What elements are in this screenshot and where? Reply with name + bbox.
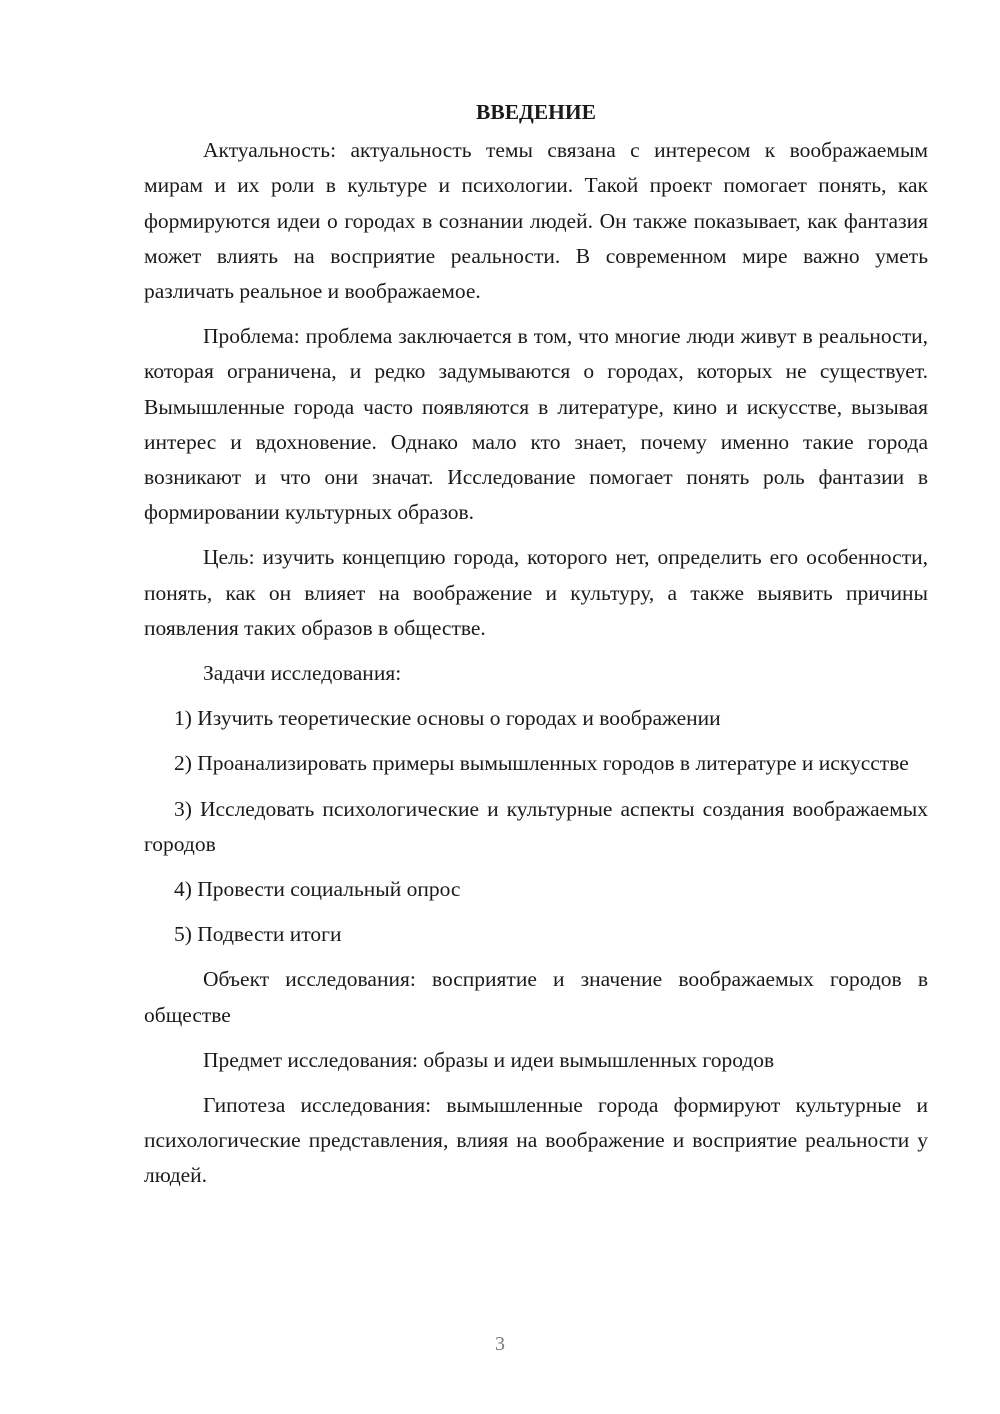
list-item-task-1: 1) Изучить теоретические основы о городах и воображении [174, 706, 721, 731]
paragraph-hypothesis: Гипотеза исследования: вымышленные города формируют культурные и психологические представления, влияя на воображение и восприятие реальности у людей. [144, 1093, 928, 1188]
page-number: 3 [495, 1333, 505, 1355]
list-item-task-2: 2) Проанализировать примеры вымышленных городов в литературе и искусстве [174, 751, 909, 776]
page-title: ВВЕДЕНИЕ [476, 100, 596, 124]
list-item-task-4: 4) Провести социальный опрос [174, 877, 461, 902]
paragraph-goal: Цель: изучить концепцию города, которого нет, определить его особенности, понять, как он влияет на воображение и культуру, а также выявить причины появления таких образов в обществе. [144, 545, 928, 640]
list-item-task-3: 3) Исследовать психологические и культурные аспекты создания воображаемых городов [144, 796, 928, 856]
paragraph-relevance: Актуальность: актуальность темы связана с интересом к воображаемым мирам и их роли в культуре и психологии. Такой проект помогает понять, как формируются идеи о городах в сознании людей. Он также показывает, как фантазия может влиять на восприятие реальности. В современном мире важно уметь различать реальное и воображаемое. [144, 138, 928, 304]
paragraph-subject: Предмет исследования: образы и идеи вымышленных городов [203, 1047, 775, 1072]
paragraph-tasks-heading: Задачи исследования: [203, 661, 402, 686]
paragraph-object: Объект исследования: восприятие и значение воображаемых городов в обществе [144, 967, 928, 1027]
list-item-task-5: 5) Подвести итоги [174, 922, 342, 947]
paragraph-problem: Проблема: проблема заключается в том, что многие люди живут в реальности, которая ограничена, и редко задумываются о городах, которых не существует. Вымышленные города часто появляются в литературе, кино и искусстве, вызывая интерес и вдохновение. Однако мало кто знает, почему именно такие города возникают и что они значат. Исследование помогает понять роль фантазии в формировании культурных образов. [144, 324, 928, 525]
document-page [144, 95, 928, 1194]
